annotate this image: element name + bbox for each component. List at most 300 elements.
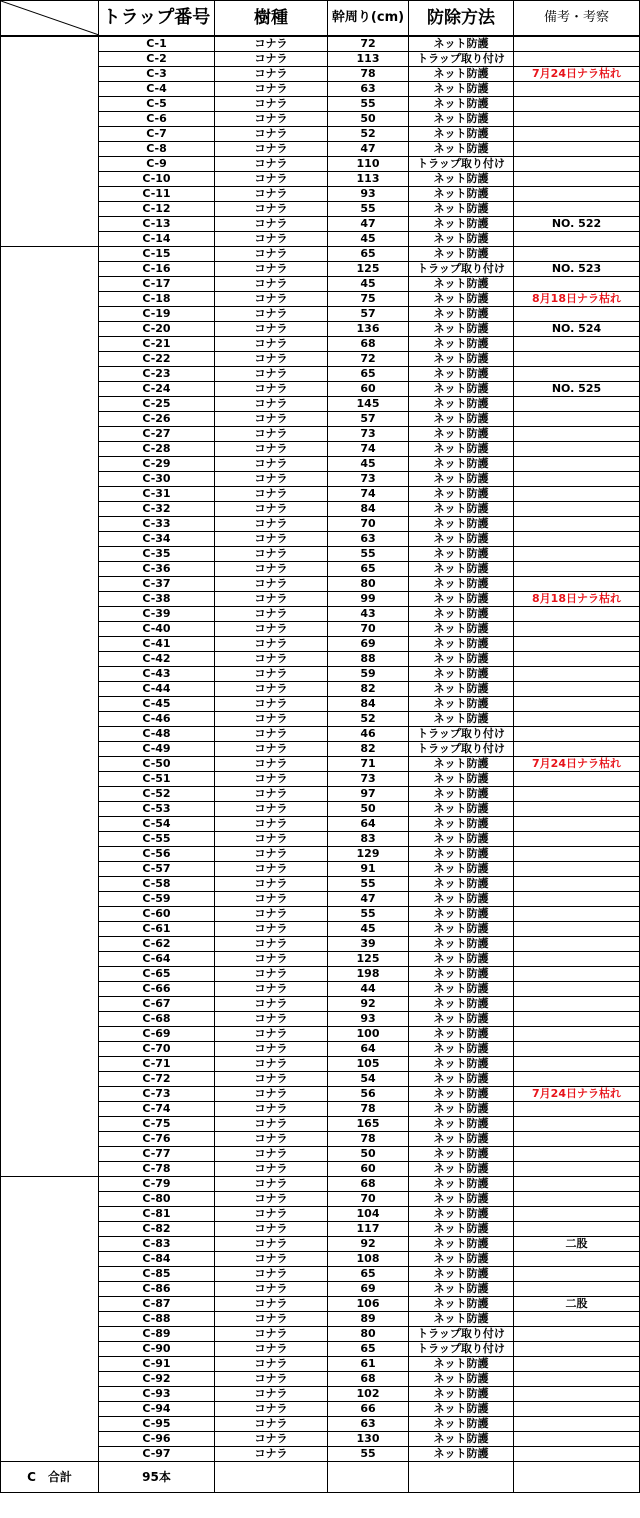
cell-species: コナラ <box>215 1327 328 1342</box>
cell-species: コナラ <box>215 652 328 667</box>
cell-trap-no: C-4 <box>99 82 215 97</box>
cell-species: コナラ <box>215 1417 328 1432</box>
cell-notes <box>514 36 640 52</box>
cell-notes <box>514 457 640 472</box>
cell-girth: 113 <box>328 172 409 187</box>
cell-trap-no: C-13 <box>99 217 215 232</box>
cell-girth: 136 <box>328 322 409 337</box>
cell-species: コナラ <box>215 97 328 112</box>
cell-species: コナラ <box>215 817 328 832</box>
cell-girth: 97 <box>328 787 409 802</box>
cell-girth: 68 <box>328 1177 409 1192</box>
cell-girth: 47 <box>328 892 409 907</box>
cell-girth: 92 <box>328 997 409 1012</box>
cell-girth: 47 <box>328 142 409 157</box>
cell-trap-no: C-35 <box>99 547 215 562</box>
cell-notes <box>514 307 640 322</box>
cell-method: ネット防護 <box>409 817 514 832</box>
cell-trap-no: C-36 <box>99 562 215 577</box>
cell-notes <box>514 172 640 187</box>
cell-girth: 45 <box>328 922 409 937</box>
cell-species: コナラ <box>215 892 328 907</box>
cell-method: ネット防護 <box>409 1162 514 1177</box>
diagonal-line-icon <box>1 1 99 35</box>
cell-method: ネット防護 <box>409 97 514 112</box>
cell-girth: 68 <box>328 1372 409 1387</box>
cell-notes <box>514 1342 640 1357</box>
cell-method: ネット防護 <box>409 427 514 442</box>
cell-method: ネット防護 <box>409 1117 514 1132</box>
cell-trap-no: C-12 <box>99 202 215 217</box>
cell-trap-no: C-68 <box>99 1012 215 1027</box>
header-method: 防除方法 <box>409 1 514 37</box>
cell-girth: 83 <box>328 832 409 847</box>
cell-species: コナラ <box>215 472 328 487</box>
cell-girth: 108 <box>328 1252 409 1267</box>
cell-girth: 106 <box>328 1297 409 1312</box>
cell-notes <box>514 1027 640 1042</box>
cell-girth: 78 <box>328 67 409 82</box>
cell-method: ネット防護 <box>409 277 514 292</box>
cell-girth: 73 <box>328 772 409 787</box>
cell-species: コナラ <box>215 877 328 892</box>
cell-notes <box>514 397 640 412</box>
cell-trap-no: C-58 <box>99 877 215 892</box>
cell-girth: 105 <box>328 1057 409 1072</box>
cell-girth: 63 <box>328 1417 409 1432</box>
cell-notes <box>514 1117 640 1132</box>
cell-trap-no: C-69 <box>99 1027 215 1042</box>
cell-method: ネット防護 <box>409 682 514 697</box>
cell-notes <box>514 907 640 922</box>
cell-species: コナラ <box>215 442 328 457</box>
cell-species: コナラ <box>215 1432 328 1447</box>
cell-notes: 8月18日ナラ枯れ <box>514 292 640 307</box>
cell-species: コナラ <box>215 157 328 172</box>
cell-method: ネット防護 <box>409 1192 514 1207</box>
cell-notes <box>514 877 640 892</box>
cell-species: コナラ <box>215 517 328 532</box>
cell-method: ネット防護 <box>409 367 514 382</box>
cell-girth: 65 <box>328 1342 409 1357</box>
cell-notes: NO. 523 <box>514 262 640 277</box>
cell-trap-no: C-40 <box>99 622 215 637</box>
cell-trap-no: C-88 <box>99 1312 215 1327</box>
cell-girth: 52 <box>328 127 409 142</box>
cell-girth: 125 <box>328 262 409 277</box>
cell-method: ネット防護 <box>409 142 514 157</box>
cell-girth: 82 <box>328 682 409 697</box>
cell-notes <box>514 922 640 937</box>
cell-girth: 65 <box>328 367 409 382</box>
cell-method: トラップ取り付け <box>409 742 514 757</box>
cell-trap-no: C-20 <box>99 322 215 337</box>
cell-notes <box>514 637 640 652</box>
cell-species: コナラ <box>215 787 328 802</box>
table-row <box>1 36 640 52</box>
cell-girth: 93 <box>328 1012 409 1027</box>
cell-trap-no: C-45 <box>99 697 215 712</box>
cell-trap-no: C-76 <box>99 1132 215 1147</box>
cell-notes <box>514 1312 640 1327</box>
cell-trap-no: C-74 <box>99 1102 215 1117</box>
cell-notes <box>514 682 640 697</box>
table-row <box>1 1177 640 1192</box>
cell-method: ネット防護 <box>409 907 514 922</box>
cell-species: コナラ <box>215 1357 328 1372</box>
cell-girth: 68 <box>328 337 409 352</box>
cell-method: ネット防護 <box>409 982 514 997</box>
cell-girth: 45 <box>328 277 409 292</box>
cell-girth: 104 <box>328 1207 409 1222</box>
cell-girth: 63 <box>328 82 409 97</box>
cell-notes <box>514 157 640 172</box>
cell-method: ネット防護 <box>409 502 514 517</box>
cell-species: コナラ <box>215 832 328 847</box>
cell-method: ネット防護 <box>409 112 514 127</box>
cell-method: ネット防護 <box>409 847 514 862</box>
cell-trap-no: C-61 <box>99 922 215 937</box>
cell-girth: 84 <box>328 502 409 517</box>
cell-trap-no: C-97 <box>99 1447 215 1462</box>
cell-trap-no: C-49 <box>99 742 215 757</box>
cell-notes <box>514 937 640 952</box>
cell-method: ネット防護 <box>409 442 514 457</box>
cell-girth: 110 <box>328 157 409 172</box>
cell-method: ネット防護 <box>409 1252 514 1267</box>
cell-method: ネット防護 <box>409 1312 514 1327</box>
cell-notes <box>514 982 640 997</box>
cell-method: ネット防護 <box>409 1237 514 1252</box>
cell-method: ネット防護 <box>409 802 514 817</box>
cell-method: ネット防護 <box>409 637 514 652</box>
cell-method: ネット防護 <box>409 652 514 667</box>
cell-girth: 52 <box>328 712 409 727</box>
cell-girth: 50 <box>328 112 409 127</box>
cell-species: コナラ <box>215 712 328 727</box>
cell-species: コナラ <box>215 112 328 127</box>
cell-method: ネット防護 <box>409 217 514 232</box>
cell-trap-no: C-83 <box>99 1237 215 1252</box>
cell-trap-no: C-77 <box>99 1147 215 1162</box>
cell-method: トラップ取り付け <box>409 727 514 742</box>
cell-species: コナラ <box>215 397 328 412</box>
cell-notes <box>514 667 640 682</box>
cell-girth: 47 <box>328 217 409 232</box>
cell-method: ネット防護 <box>409 997 514 1012</box>
cell-trap-no: C-67 <box>99 997 215 1012</box>
cell-trap-no: C-32 <box>99 502 215 517</box>
cell-trap-no: C-87 <box>99 1297 215 1312</box>
cell-notes <box>514 1207 640 1222</box>
cell-notes <box>514 832 640 847</box>
cell-method: ネット防護 <box>409 892 514 907</box>
cell-girth: 117 <box>328 1222 409 1237</box>
cell-species: コナラ <box>215 1222 328 1237</box>
cell-species: コナラ <box>215 1132 328 1147</box>
cell-trap-no: C-6 <box>99 112 215 127</box>
cell-method: ネット防護 <box>409 1387 514 1402</box>
cell-trap-no: C-39 <box>99 607 215 622</box>
cell-notes <box>514 1432 640 1447</box>
cell-girth: 99 <box>328 592 409 607</box>
cell-method: ネット防護 <box>409 202 514 217</box>
cell-method: ネット防護 <box>409 307 514 322</box>
cell-species: コナラ <box>215 742 328 757</box>
cell-girth: 69 <box>328 1282 409 1297</box>
cell-trap-no: C-15 <box>99 247 215 262</box>
cell-girth: 92 <box>328 1237 409 1252</box>
cell-trap-no: C-50 <box>99 757 215 772</box>
cell-species: コナラ <box>215 187 328 202</box>
cell-method: ネット防護 <box>409 1432 514 1447</box>
cell-trap-no: C-46 <box>99 712 215 727</box>
header-girth: 幹周り(cm) <box>328 1 409 37</box>
cell-notes <box>514 487 640 502</box>
cell-species: コナラ <box>215 1207 328 1222</box>
header-trap-no: トラップ番号 <box>99 1 215 37</box>
cell-species: コナラ <box>215 907 328 922</box>
cell-method: ネット防護 <box>409 877 514 892</box>
cell-trap-no: C-42 <box>99 652 215 667</box>
cell-species: コナラ <box>215 547 328 562</box>
cell-notes <box>514 1147 640 1162</box>
cell-trap-no: C-78 <box>99 1162 215 1177</box>
cell-method: ネット防護 <box>409 247 514 262</box>
cell-girth: 55 <box>328 202 409 217</box>
cell-method: ネット防護 <box>409 607 514 622</box>
cell-method: ネット防護 <box>409 667 514 682</box>
cell-notes <box>514 817 640 832</box>
cell-girth: 75 <box>328 292 409 307</box>
cell-notes <box>514 82 640 97</box>
cell-method: ネット防護 <box>409 232 514 247</box>
cell-trap-no: C-1 <box>99 36 215 52</box>
cell-species: コナラ <box>215 592 328 607</box>
cell-girth: 66 <box>328 1402 409 1417</box>
cell-species: コナラ <box>215 1402 328 1417</box>
cell-notes <box>514 1327 640 1342</box>
cell-trap-no: C-73 <box>99 1087 215 1102</box>
header-row <box>1 1 640 37</box>
cell-girth: 78 <box>328 1102 409 1117</box>
cell-girth: 45 <box>328 232 409 247</box>
cell-trap-no: C-84 <box>99 1252 215 1267</box>
cell-girth: 82 <box>328 742 409 757</box>
cell-species: コナラ <box>215 502 328 517</box>
cell-girth: 84 <box>328 697 409 712</box>
cell-species: コナラ <box>215 1102 328 1117</box>
cell-trap-no: C-72 <box>99 1072 215 1087</box>
cell-species: コナラ <box>215 262 328 277</box>
cell-method: トラップ取り付け <box>409 262 514 277</box>
cell-notes <box>514 1042 640 1057</box>
cell-trap-no: C-80 <box>99 1192 215 1207</box>
cell-trap-no: C-11 <box>99 187 215 202</box>
cell-girth: 78 <box>328 1132 409 1147</box>
cell-species: コナラ <box>215 67 328 82</box>
cell-method: ネット防護 <box>409 1207 514 1222</box>
cell-species: コナラ <box>215 1237 328 1252</box>
cell-notes <box>514 1177 640 1192</box>
cell-trap-no: C-2 <box>99 52 215 67</box>
cell-species: コナラ <box>215 172 328 187</box>
cell-trap-no: C-93 <box>99 1387 215 1402</box>
cell-girth: 102 <box>328 1387 409 1402</box>
cell-trap-no: C-95 <box>99 1417 215 1432</box>
cell-species: コナラ <box>215 82 328 97</box>
cell-trap-no: C-19 <box>99 307 215 322</box>
cell-notes <box>514 502 640 517</box>
cell-notes <box>514 52 640 67</box>
cell-method: ネット防護 <box>409 187 514 202</box>
cell-notes <box>514 142 640 157</box>
cell-trap-no: C-89 <box>99 1327 215 1342</box>
cell-girth: 46 <box>328 727 409 742</box>
cell-girth: 74 <box>328 442 409 457</box>
cell-notes <box>514 532 640 547</box>
cell-species: コナラ <box>215 1342 328 1357</box>
cell-girth: 63 <box>328 532 409 547</box>
cell-method: ネット防護 <box>409 1072 514 1087</box>
cell-species: コナラ <box>215 52 328 67</box>
cell-girth: 72 <box>328 36 409 52</box>
cell-method: ネット防護 <box>409 532 514 547</box>
cell-method: ネット防護 <box>409 1177 514 1192</box>
cell-trap-no: C-41 <box>99 637 215 652</box>
table-body <box>1 36 640 1462</box>
cell-species: コナラ <box>215 337 328 352</box>
cell-species: コナラ <box>215 622 328 637</box>
cell-notes <box>514 1057 640 1072</box>
cell-girth: 44 <box>328 982 409 997</box>
cell-method: ネット防護 <box>409 862 514 877</box>
cell-girth: 55 <box>328 97 409 112</box>
cell-girth: 125 <box>328 952 409 967</box>
cell-notes <box>514 727 640 742</box>
cell-method: ネット防護 <box>409 337 514 352</box>
cell-trap-no: C-65 <box>99 967 215 982</box>
cell-notes <box>514 607 640 622</box>
cell-species: コナラ <box>215 292 328 307</box>
cell-girth: 113 <box>328 52 409 67</box>
cell-trap-no: C-82 <box>99 1222 215 1237</box>
cell-method: ネット防護 <box>409 1087 514 1102</box>
cell-notes: 8月18日ナラ枯れ <box>514 592 640 607</box>
cell-trap-no: C-71 <box>99 1057 215 1072</box>
cell-method: ネット防護 <box>409 712 514 727</box>
cell-species: コナラ <box>215 1087 328 1102</box>
cell-method: ネット防護 <box>409 382 514 397</box>
cell-species: コナラ <box>215 577 328 592</box>
cell-notes <box>514 472 640 487</box>
cell-girth: 88 <box>328 652 409 667</box>
cell-species: コナラ <box>215 1192 328 1207</box>
cell-girth: 89 <box>328 1312 409 1327</box>
cell-notes <box>514 1102 640 1117</box>
cell-girth: 198 <box>328 967 409 982</box>
cell-trap-no: C-79 <box>99 1177 215 1192</box>
cell-girth: 50 <box>328 802 409 817</box>
cell-notes <box>514 127 640 142</box>
cell-trap-no: C-30 <box>99 472 215 487</box>
cell-notes <box>514 442 640 457</box>
cell-trap-no: C-33 <box>99 517 215 532</box>
cell-notes: NO. 524 <box>514 322 640 337</box>
cell-trap-no: C-18 <box>99 292 215 307</box>
cell-method: ネット防護 <box>409 832 514 847</box>
cell-method: ネット防護 <box>409 127 514 142</box>
cell-species: コナラ <box>215 937 328 952</box>
cell-notes <box>514 277 640 292</box>
cell-notes <box>514 1372 640 1387</box>
cell-trap-no: C-75 <box>99 1117 215 1132</box>
cell-method: ネット防護 <box>409 322 514 337</box>
cell-girth: 80 <box>328 1327 409 1342</box>
cell-notes <box>514 997 640 1012</box>
cell-species: コナラ <box>215 967 328 982</box>
cell-trap-no: C-34 <box>99 532 215 547</box>
cell-species: コナラ <box>215 1072 328 1087</box>
cell-species: コナラ <box>215 1162 328 1177</box>
cell-girth: 55 <box>328 877 409 892</box>
cell-method: ネット防護 <box>409 1282 514 1297</box>
cell-trap-no: C-43 <box>99 667 215 682</box>
total-count: 95本 <box>99 1462 215 1493</box>
cell-species: コナラ <box>215 1312 328 1327</box>
cell-trap-no: C-60 <box>99 907 215 922</box>
cell-girth: 145 <box>328 397 409 412</box>
cell-notes <box>514 1252 640 1267</box>
cell-notes <box>514 1072 640 1087</box>
cell-species: コナラ <box>215 457 328 472</box>
total-empty-cell <box>328 1462 409 1493</box>
cell-trap-no: C-81 <box>99 1207 215 1222</box>
cell-method: ネット防護 <box>409 952 514 967</box>
cell-species: コナラ <box>215 562 328 577</box>
cell-girth: 55 <box>328 1447 409 1462</box>
cell-species: コナラ <box>215 127 328 142</box>
cell-notes <box>514 1222 640 1237</box>
cell-trap-no: C-56 <box>99 847 215 862</box>
cell-girth: 60 <box>328 382 409 397</box>
cell-trap-no: C-26 <box>99 412 215 427</box>
cell-notes <box>514 112 640 127</box>
cell-species: コナラ <box>215 36 328 52</box>
group-label-cell <box>1 247 99 1177</box>
cell-trap-no: C-62 <box>99 937 215 952</box>
cell-method: ネット防護 <box>409 787 514 802</box>
cell-trap-no: C-8 <box>99 142 215 157</box>
cell-notes: 二股 <box>514 1237 640 1252</box>
cell-notes <box>514 952 640 967</box>
cell-notes <box>514 742 640 757</box>
cell-notes <box>514 547 640 562</box>
header-corner-cell <box>1 1 99 37</box>
cell-notes <box>514 712 640 727</box>
cell-trap-no: C-54 <box>99 817 215 832</box>
cell-girth: 73 <box>328 427 409 442</box>
total-empty-cell <box>215 1462 328 1493</box>
group-label-cell <box>1 36 99 247</box>
cell-notes: 7月24日ナラ枯れ <box>514 67 640 82</box>
cell-method: ネット防護 <box>409 472 514 487</box>
cell-trap-no: C-51 <box>99 772 215 787</box>
cell-notes <box>514 1267 640 1282</box>
cell-species: コナラ <box>215 412 328 427</box>
cell-girth: 60 <box>328 1162 409 1177</box>
cell-species: コナラ <box>215 322 328 337</box>
